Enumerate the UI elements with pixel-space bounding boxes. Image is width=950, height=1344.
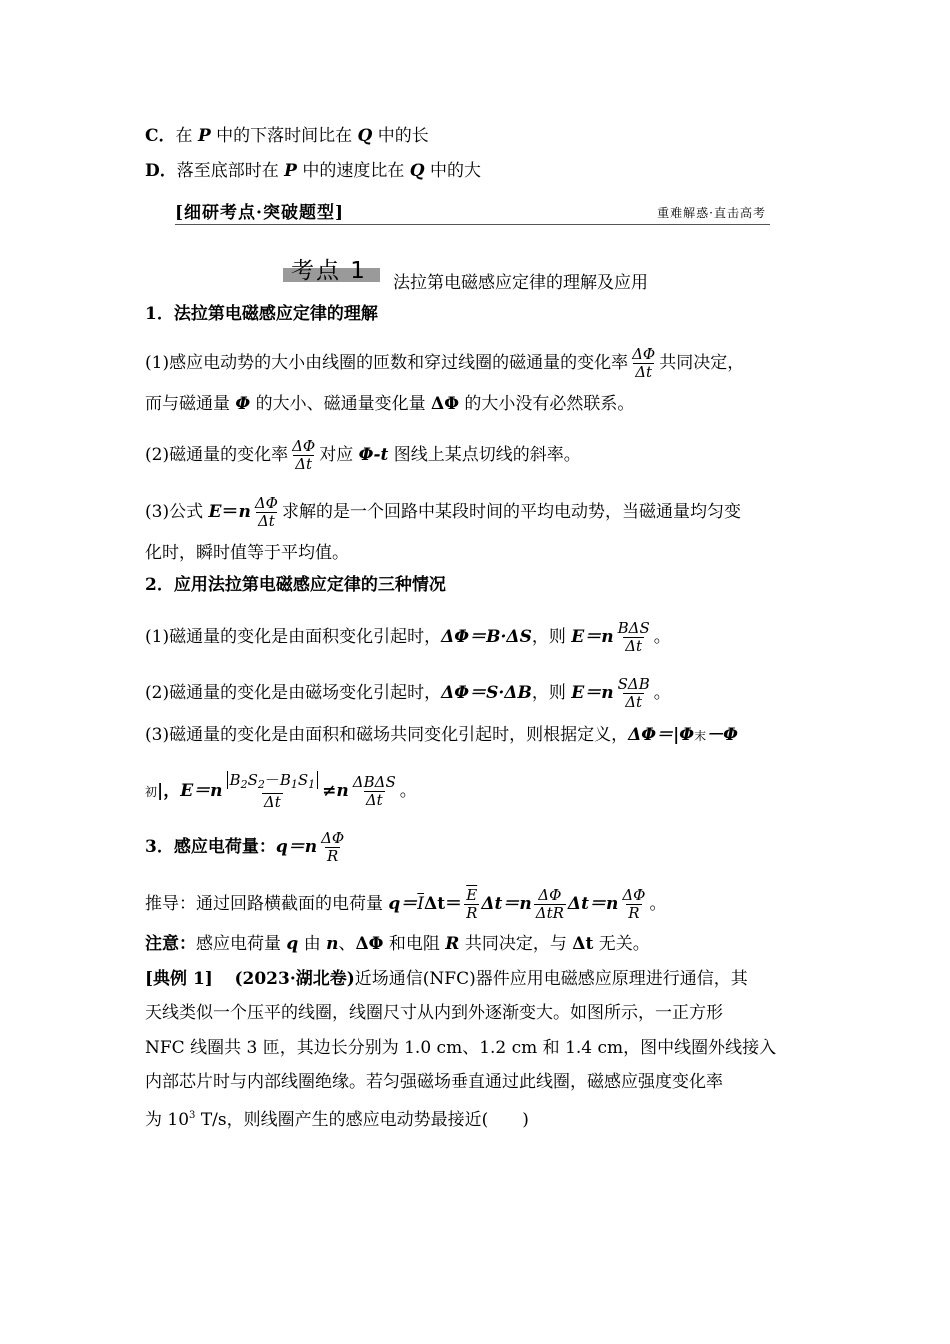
example-line4: 内部芯片时与内部线圈绝缘。若匀强磁场垂直通过此线圈，磁感应强度变化率 [145,1072,723,1092]
p1-line3: (2)磁通量的变化率 $\frac{\Delta\Phi}{\Delta t}$ 对应 Φ-t 图线上某点切线的斜率。 [145,437,581,473]
case-2: (2)磁通量的变化是由磁场变化引起时，ΔΦ＝S·ΔB，则 E＝n $\frac{\text{SΔB}}{\Delta t}$ 。 [145,675,671,711]
example-line5: 为 $10^3$ T/s，则线圈产生的感应电动势最接近( ) [145,1110,529,1130]
option-d: D．落至底部时在 P 中的速度比在 Q 中的大 [145,161,481,181]
fraction-dphi-dt: $\frac{\Delta\Phi}{\Delta t}$ [254,494,278,530]
heading-1: 1．法拉第电磁感应定律的理解 [145,304,378,324]
p1-line4: (3)公式 E＝n $\frac{\Delta\Phi}{\Delta t}$ 求解的是一个回路中某段时间的平均电动势，当磁通量均匀变 [145,494,741,530]
absolute-value: $B_2S_2-B_1S_1$ [227,771,319,789]
case-3: (3)磁通量的变化是由面积和磁场共同变化引起时，则根据定义，ΔΦ＝|Φ末－Φ [145,725,738,745]
fraction-e-r: $\frac{\overline{E}}{R}$ [466,886,478,922]
fraction-dphi-dt: $\frac{\Delta\Phi}{\Delta t}$ [632,345,656,381]
p1-line1: (1)感应电动势的大小由线圈的匝数和穿过线圈的磁通量的变化率 $\frac{\Delta\Phi}{\Delta t}$ 共同决定， [145,345,745,381]
option-c: C．在 P 中的下落时间比在 Q 中的长 [145,126,429,146]
case-3-formula: 初|，E＝n $\frac{B_2S_2-B_1S_1}{\Delta t}$ ≠n $\frac{\text{ΔBΔS}}{\Delta t}$ 。 [145,771,417,811]
section-subtitle: 重难解惑·直击高考 [657,206,766,220]
fraction-dphi-dt: $\frac{\Delta\Phi}{\Delta t}$ [292,437,316,473]
fraction-dphi-dtr: $\frac{\Delta\Phi}{\text{ΔtR}}$ [535,886,564,922]
heading-2: 2．应用法拉第电磁感应定律的三种情况 [145,575,446,595]
example-line1: [典例 1] (2023·湖北卷)近场通信(NFC)器件应用电磁感应原理进行通信，其 [145,969,748,989]
derivation: 推导：通过回路横截面的电荷量 $q=\overline{I}\Delta t=$ $\frac{\overline{E}}{R}$ Δt＝n $\frac{\Delta\Phi}{\text{ΔtR}}$ Δt＝n $\frac{\Delta\Phi}{R}$ 。 [145,886,667,922]
example-line2: 天线类似一个压平的线圈，线圈尺寸从内到外逐渐变大。如图所示，一正方形 [145,1003,723,1023]
example-line3: NFC 线圈共 3 匝，其边长分别为 1.0 cm、1.2 cm 和 1.4 cm，图中线圈外线接入 [145,1038,777,1058]
note: 注意：感应电荷量 q 由 n、ΔΦ 和电阻 R 共同决定，与 Δt 无关。 [145,934,650,954]
case-1: (1)磁通量的变化是由面积变化引起时，ΔΦ＝B·ΔS，则 E＝n $\frac{\text{BΔS}}{\Delta t}$ 。 [145,619,671,655]
kaodian-title: 法拉第电磁感应定律的理解及应用 [393,273,648,293]
kaodian-badge: 考点 1 [283,252,380,282]
section-title: [细研考点·突破题型] [175,203,345,223]
p1-line2: 而与磁通量 Φ 的大小、磁通量变化量 ΔΦ 的大小没有必然联系。 [145,394,635,414]
fraction-sdb-dt: $\frac{\text{SΔB}}{\Delta t}$ [617,675,650,711]
fraction-abs-b2s2-b1s1: $\frac{B_2S_2-B_1S_1}{\Delta t}$ [225,772,321,811]
fraction-dphi-r: $\frac{\Delta\Phi}{R}$ [622,886,646,922]
p1-line5: 化时，瞬时值等于平均值。 [145,543,349,563]
fraction-dbds-dt: $\frac{\text{ΔBΔS}}{\Delta t}$ [352,773,396,809]
section-header [175,198,770,225]
heading-3: 3．感应电荷量：q＝n $\frac{\Delta\Phi}{R}$ [145,829,345,865]
fraction-bds-dt: $\frac{\text{BΔS}}{\Delta t}$ [617,619,650,655]
fraction-dphi-r: $\frac{\Delta\Phi}{R}$ [321,829,345,865]
